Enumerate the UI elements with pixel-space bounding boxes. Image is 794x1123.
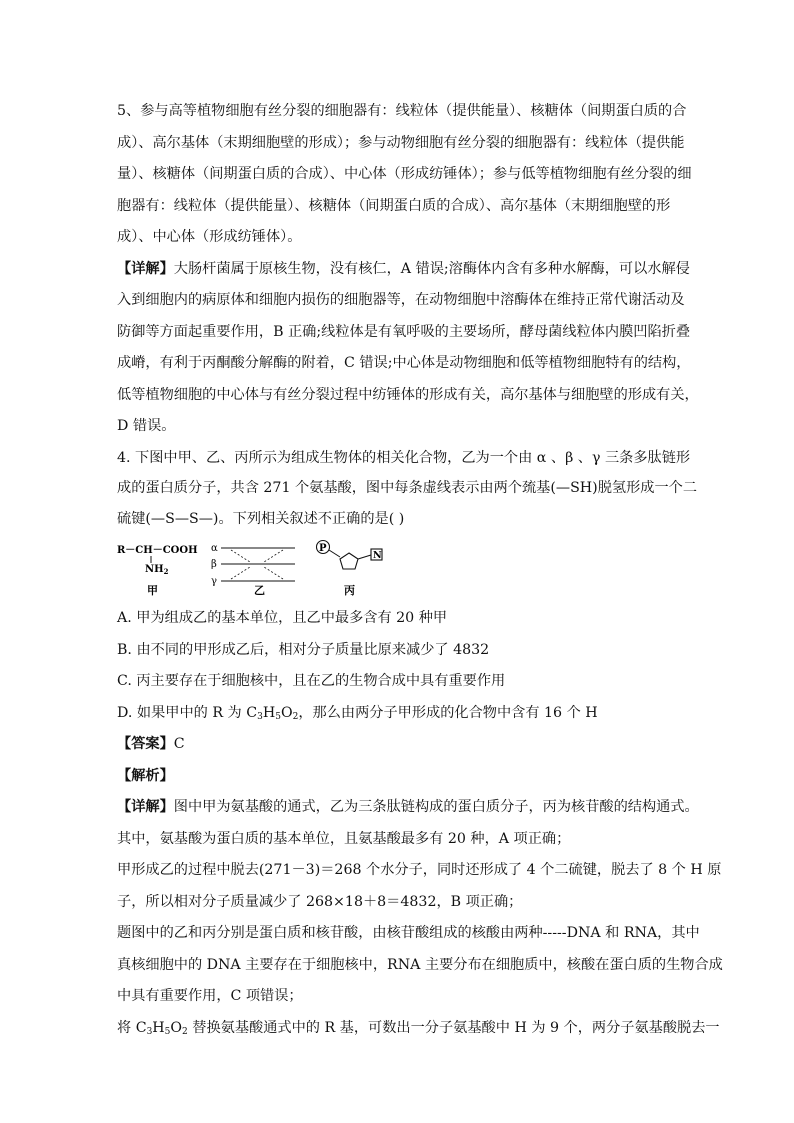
option-b: B. 由不同的甲形成乙后，相对分子质量比原来减少了 4832 [117,641,490,658]
label-bing: 丙 [344,584,355,597]
document-page [117,96,723,1044]
label-jia: 甲 [147,584,158,597]
base-symbol: N [373,550,382,561]
text-line: 大肠杆菌属于原核生物，没有核仁，A 错误;溶酶体内含有多种水解酶，可以水解侵 [173,260,690,277]
disulfide-bond [264,550,283,562]
analysis-line [117,761,689,793]
nh2-group: $NH_2$ [145,564,169,576]
text-line: D 错误。 [117,418,176,434]
text-line: 胞器有：线粒体（提供能量）、核糖体（间期蛋白质的合成）、高尔基体（末期细胞壁的形 [117,197,671,214]
text-line: 图中甲为氨基酸的通式，乙为三条肽链构成的蛋白质分子，丙为核苷酸的结构通式。 [173,799,699,815]
text-line: 将 $C_3H_5O_2$ 替换氨基酸通式中的 R 基，可数出一分子氨基酸中 H 为 9 个，两分子氨基酸脱去一 [117,1019,720,1037]
bond-line [358,555,371,559]
phosphate-symbol: P [319,543,327,554]
disulfide-bond [264,567,283,579]
alpha-label: α [211,543,218,554]
disulfide-bond [231,550,250,562]
text-line: 成嵴，有利于丙酮酸分解酶的附着，C 错误;中心体是动物细胞和低等植物细胞特有的结构， [117,355,691,371]
figure-svg [117,537,587,601]
option-a: A. 甲为组成乙的基本单位，且乙中最多含有 20 种甲 [117,610,448,626]
bond-line [329,550,340,557]
disulfide-bond [231,567,250,579]
option-c: C. 丙主要存在于细胞核中，且在乙的生物合成中具有重要作用 [117,673,506,689]
label-yi: 乙 [254,584,265,597]
answer-value: C [173,736,185,752]
text-line: 成）、高尔基体（末期细胞壁的形成）；参与动物细胞有丝分裂的细胞器有：线粒体（提供能 [117,134,685,151]
detail-section-2 [117,792,723,1044]
question-stem-line: 4. 下图中甲、乙、丙所示为组成生物体的相关化合物，乙为一个由 α 、β 、γ 三条多肽链形 [117,449,691,466]
detail-tag: 【详解】 [117,799,174,815]
text-line: 量）、核糖体（间期蛋白质的合成）、中心体（形成纺锤体）；参与低等植物细胞有丝分裂的细 [117,166,692,182]
compound-figure [117,537,689,601]
option-d: D. 如果甲中的 R 为 $C_3H_5O_2$，那么由两分子甲形成的化合物中含有 16 个 H [117,704,598,722]
question-stem-line: 硫键(—S—S—)。下列相关叙述不正确的是( ) [117,510,405,527]
question-4 [117,443,698,730]
answer-tag: 【答案】 [117,736,174,752]
text-line: 成）、中心体（形成纺锤体）。 [117,229,302,245]
text-line: 低等植物细胞的中心体与有丝分裂过程中纺锤体的形成有关，高尔基体与细胞壁的形成有关， [117,386,699,403]
analysis-tag: 【解析】 [117,767,174,784]
pentose-ring [340,553,358,569]
gamma-label: γ [211,576,217,587]
text-line: 5、参与高等植物细胞有丝分裂的细胞器有：线粒体（提供能量）、核糖体（间期蛋白质的合 [117,103,687,119]
beta-label: β [211,559,217,570]
text-line: 入到细胞内的病原体和细胞内损伤的细胞器等，在动物细胞中溶酶体在维持正常代谢活动及 [117,292,685,308]
text-line: 防御等方面起重要作用，B 正确;线粒体是有氧呼吸的主要场所，酵母菌线粒体内膜凹陷折叠 [117,323,691,340]
answer-line [117,729,689,761]
detail-section-1 [117,254,699,443]
text-line: 中具有重要作用，C 项错误； [117,988,303,1004]
text-line: 其中，氨基酸为蛋白质的基本单位，且氨基酸最多有 20 种，A 项正确； [117,830,571,847]
question-stem-line: 成的蛋白质分子，共含 271 个氨基酸，图中每条虚线表示由两个巯基(—SH)脱氢形成一个二 [117,480,698,496]
detail-first-line [117,792,699,824]
text-line: 子，所以相对分子质量减少了 268×18＋8＝4832，B 项正确； [117,893,523,910]
text-line: 题图中的乙和丙分别是蛋白质和核苷酸，由核苷酸组成的核酸由两种-----DNA 和 RNA，其中 [117,925,700,941]
text-line: 真核细胞中的 DNA 主要存在于细胞核中，RNA 主要分布在细胞质中，核酸在蛋白质的生物合成 [117,956,723,973]
detail-tag: 【详解】 [117,260,174,277]
text-line: 甲形成乙的过程中脱去(271－3)＝268 个水分子，同时还形成了 4 个二硫键，脱去了 8 个 H 原 [117,862,722,878]
detail-first-line [117,254,689,286]
amino-acid-formula: R－CH－COOH [117,545,198,556]
q5-explanation [117,96,692,254]
